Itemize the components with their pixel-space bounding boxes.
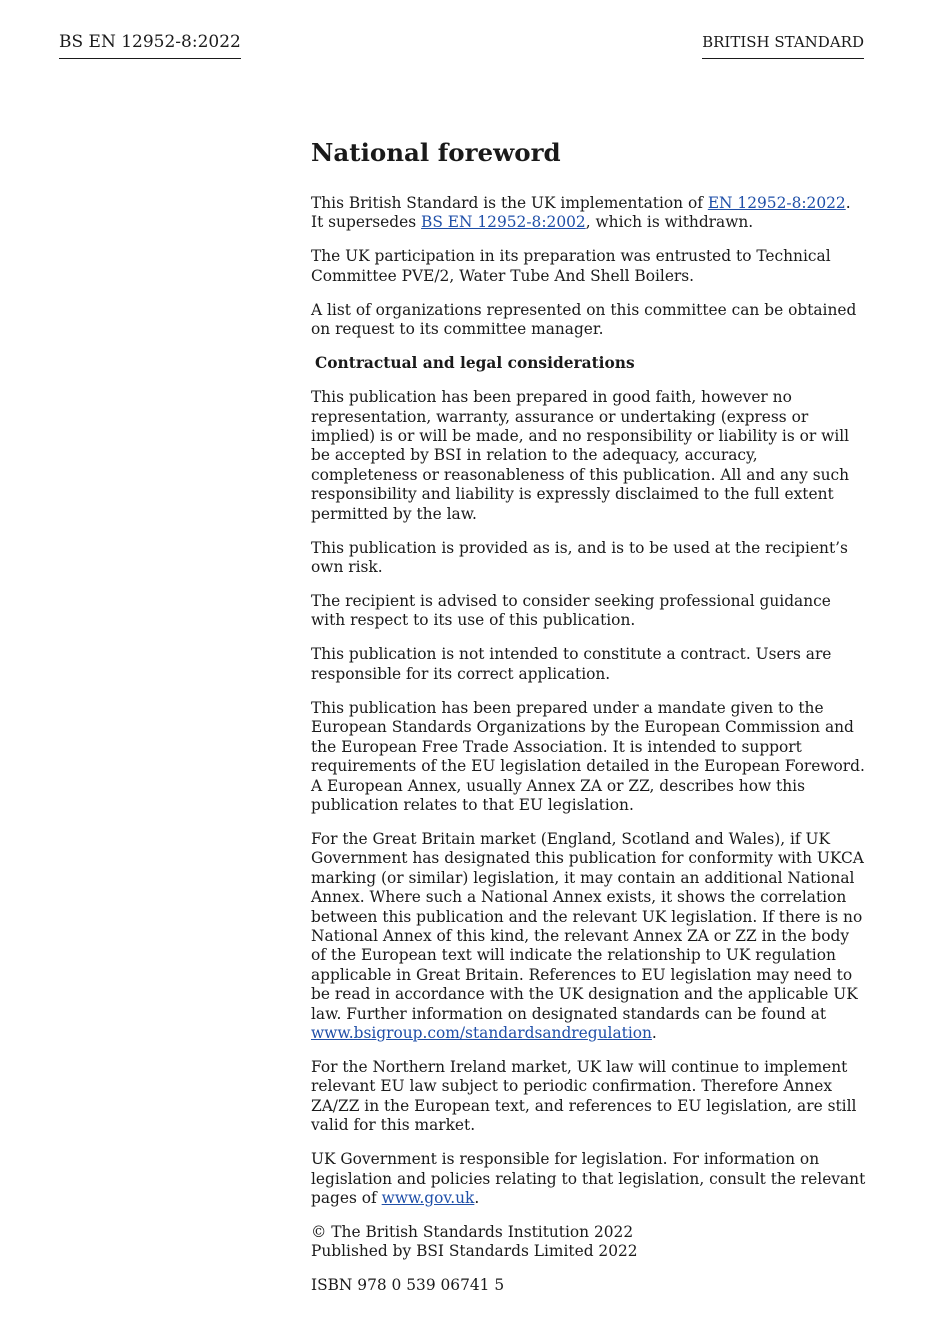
page-title: National foreword <box>311 138 561 167</box>
publisher-line: Published by BSI Standards Limited 2022 <box>311 1242 638 1261</box>
bsigroup-link[interactable]: www.bsigroup.com/standardsandregulation <box>311 1023 652 1042</box>
en-standard-link[interactable]: EN 12952-8:2022 <box>707 194 846 212</box>
great-britain-paragraph <box>311 830 867 1043</box>
uk-government-end: . <box>474 1189 480 1207</box>
contract-paragraph: This publication is not intended to constitute a contract. Users are responsible for its correct application. <box>311 645 832 683</box>
implementation-text-2: . It supersedes <box>311 194 851 232</box>
uk-government-paragraph <box>311 1150 867 1208</box>
gov-uk-link[interactable]: www.gov.uk <box>381 1189 475 1207</box>
copyright-line: © The British Standards Institution 2022 <box>311 1223 634 1241</box>
copyright-block <box>311 1223 867 1262</box>
implementation-text-1: This British Standard is the UK implementation of <box>311 194 708 212</box>
great-britain-text: For the Great Britain market (England, Scotland and Wales), if UK Government has designated this publication for conformity with UKCA marking (or similar) legislation, it may contain an additional National Annex. Where such a National Annex exists, it shows the correlation between this publication and the relevant UK legislation. If there is no National Annex of this kind, the relevant Annex ZA or ZZ in the body of the European text will indicate the relationship to UK regulation applicable in Great Britain. References to EU legislation may need to be read in accordance with the UK designation and the applicable UK law. Further information on designated standards can be found at <box>311 829 864 1023</box>
implementation-paragraph <box>311 194 867 233</box>
header-document-number: BS EN 12952-8:2022 <box>59 30 241 59</box>
northern-ireland-paragraph: For the Northern Ireland market, UK law will continue to implement relevant EU law subject to periodic confirmation. Therefore Annex ZA/ZZ in the European text, and references to EU legislation, are still valid for this market. <box>311 1057 857 1135</box>
own-risk-paragraph: This publication is provided as is, and is to be used at the recipient’s own risk. <box>311 538 848 577</box>
contractual-subheading: Contractual and legal considerations <box>315 354 635 373</box>
good-faith-paragraph: This publication has been prepared in good faith, however no representation, warranty, assurance or undertaking (express or implied) is or will be made, and no responsibility or liability is or will be accepted by BSI in relation to the adequacy, accuracy, completeness or reasonableness of this publication. All and any such responsibility and liability is expressly disclaimed to the full extent permitted by the law. <box>311 388 850 523</box>
implementation-text-3: , which is withdrawn. <box>585 213 754 232</box>
great-britain-end: . <box>651 1023 657 1042</box>
isbn-line: ISBN 978 0 539 06741 5 <box>311 1276 505 1295</box>
mandate-paragraph: This publication has been prepared under a mandate given to the European Standards Organizations by the European Commission and the European Free Trade Association. It is intended to support requirements of the EU legislation detailed in the European Foreword. A European Annex, usually Annex ZA or ZZ, describes how this publication relates to that EU legislation. <box>311 698 865 814</box>
foreword-body <box>311 137 867 1310</box>
header-standard-type: BRITISH STANDARD <box>702 30 864 59</box>
superseded-standard-link[interactable]: BS EN 12952-8:2002 <box>421 213 586 232</box>
organizations-paragraph: A list of organizations represented on this committee can be obtained on request to its committee manager. <box>311 300 857 339</box>
guidance-paragraph: The recipient is advised to consider seeking professional guidance with respect to its use of this publication. <box>311 592 831 630</box>
committee-paragraph: The UK participation in its preparation was entrusted to Technical Committee PVE/2, Water Tube And Shell Boilers. <box>311 247 831 285</box>
uk-government-text: UK Government is responsible for legislation. For information on legislation and policies relating to that legislation, consult the relevant pages of <box>311 1150 866 1207</box>
